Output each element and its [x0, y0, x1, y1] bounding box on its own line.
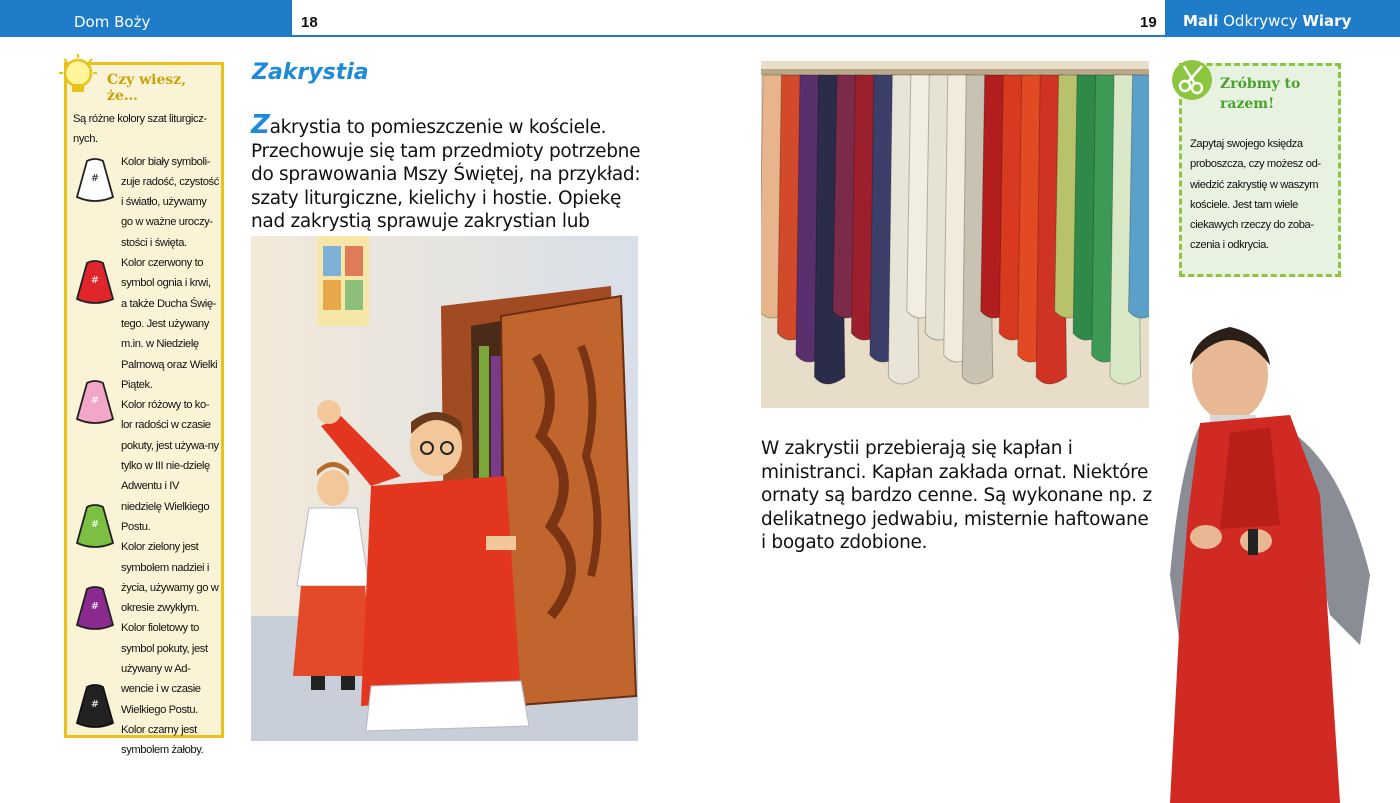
drop-cap: Z [251, 110, 270, 140]
header-section-title: Dom Boży [0, 0, 292, 37]
series-word-3: Wiary [1302, 12, 1352, 30]
vestment-pink-text: Kolor różowy to ko-lor radości w czasie pokuty, jest używa-ny tylko w III nie-dzielę Adwentu i IV niedzielę Wielkiego Postu. [121, 399, 219, 533]
svg-text:#: # [90, 601, 100, 612]
svg-text:#: # [90, 699, 100, 710]
svg-text:#: # [90, 173, 100, 184]
page-title: Zakrystia [252, 60, 369, 85]
lightbulb-icon [55, 53, 101, 99]
series-word-1: Mali [1183, 12, 1219, 30]
vestment-violet-text: Kolor fioletowy to symbol pokuty, jest używany w Ad-wencie i w czasie Wielkiego Postu. [121, 622, 208, 716]
pink-vestment-icon [73, 379, 117, 427]
black-vestment-icon [73, 683, 117, 731]
lets-do-it-box [1179, 63, 1341, 277]
boy-in-red-vestment-photo [1160, 315, 1400, 803]
green-vestment-icon [73, 503, 117, 551]
white-vestment-icon [73, 157, 117, 205]
sacristy-illustration [251, 236, 638, 741]
svg-text:#: # [90, 519, 100, 530]
red-vestment-icon [73, 259, 117, 307]
vestment-white-text: Kolor biały symboli-zuje radość, czystość i światło, używamy go w ważne uroczy-stości i święta. [121, 155, 219, 249]
vestment-red-text: Kolor czerwony to symbol ognia i krwi, a także Ducha Świę-tego. Jest używany m.in. w Niedzielę Palmową oraz Wielki Piątek. [121, 257, 218, 391]
lets-do-it-text: Zapytaj swojego księdza proboszcza, czy możesz od-wiedzić zakrystię w waszym kościele. Jest tam wiele ciekawych rzeczy do zoba-czenia i odkrycia. [1190, 138, 1321, 252]
header-series-title [1165, 0, 1400, 37]
vestment-green-text: Kolor zielony jest symbolem nadziei i życia, używamy go w okresie zwykłym. [121, 541, 219, 615]
vestment-intro: Są różne kolory szat liturgicz-nych. [73, 113, 207, 146]
series-word-2: Odkrywcy [1223, 12, 1298, 30]
svg-text:#: # [90, 275, 100, 286]
page-number-left: 18 [301, 14, 318, 31]
scissors-icon [1170, 58, 1214, 102]
svg-text:#: # [90, 395, 100, 406]
violet-vestment-icon [73, 585, 117, 633]
intro-paragraph-text: akrystia to pomieszczenie w kościele. Przechowuje się tam przedmioty potrzebne do sprawowania Mszy Świętej, na przykład: szaty liturgiczne, kielichy i hostie. Opiekę nad zakrystią sprawuje zakrystian lub [251, 117, 641, 232]
page-number-right: 19 [1140, 14, 1157, 31]
vestments-rack-photo [761, 61, 1149, 408]
lets-do-it-title: Zróbmy to razem! [1220, 76, 1301, 112]
dressing-paragraph: W zakrystii przebierają się kapłan i ministranci. Kapłan zakłada ornat. Niektóre ornaty są bardzo cenne. Są wykonane np. z delikatnego jedwabiu, misternie haftowane i bogato zdobione. [761, 438, 1152, 553]
did-you-know-title: Czy wiesz, że… [107, 72, 187, 104]
hanging-vestment [1129, 75, 1149, 318]
did-you-know-box [64, 62, 224, 757]
did-you-know-text [73, 109, 219, 761]
vestment-black-text: Kolor czarny jest symbolem żałoby. [121, 723, 204, 757]
